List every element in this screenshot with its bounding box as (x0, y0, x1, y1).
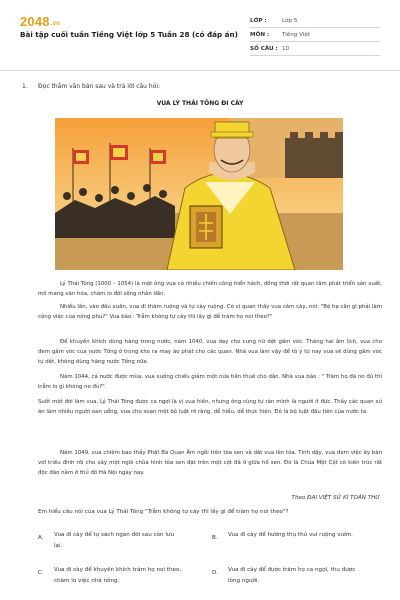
story-paragraph: Năm 1049, vua chiêm bao thấy Phật Bà Quan Âm ngồi trên tòa sen và dắt vua lên tòa. Tỉnh dậy, vua đem việc ấy bàn với triều đình rồi cho xây một ngôi chùa hình tòa sen đặt trên một cột đá ở giữa hồ sen. Đó là Chùa Một Cột có kiến trúc rất độc đáo nằm ở thủ đô Hà Nội ngày nay. (38, 450, 382, 476)
answer-option-a[interactable] (38, 530, 184, 552)
meta-key: SỐ CÂU : (250, 45, 278, 52)
attribution-source: ĐẠI VIỆT SỬ KÍ TOÀN THƯ (307, 495, 380, 501)
meta-table (250, 14, 380, 56)
option-letter: D. (212, 570, 219, 576)
story-paragraph: Để khuyến khích dùng hàng trong nước, năm 1040, vua dạy cho cung nữ dệt gấm vóc. Tháng hai âm lịch, vua cho đem gấm vóc của nước Tống ở trong kho ra may áo phát cho các quan. Nhà vua làm vậy để tỏ ý từ nay vua sẽ dùng gấm vóc tự dệt, không dùng hàng nước Tống nữa. (38, 339, 382, 365)
story-paragraph: Nhiều lần, vào đầu xuân, vua đi thăm ruộng và tự cày ruộng. Có vị quan thấy vua cầm cày, nói: "Bệ hạ cần gì phải làm công việc của nông phu?" Vua bảo : Trẫm không tự cày thì lấy gì để trăm họ noi theo?" (38, 304, 382, 320)
option-text: Vua đi cày để hướng thụ thú vui ruộng vườn. (228, 532, 353, 538)
answer-option-b[interactable] (212, 530, 358, 541)
document-title: Bài tập cuối tuần Tiếng Việt lớp 5 Tuần 28 (có đáp án) (20, 30, 238, 39)
option-text: Vua đi cày để tự sách ngàn đời sau còn lưu lại. (54, 532, 174, 549)
option-letter: A. (38, 535, 44, 541)
meta-value: Tiếng Việt (282, 31, 311, 38)
story-paragraph: Suốt một đời làm vua, Lý Thái Tông được ca ngợi là vị vua hiền, nhưng ông cũng tự răn mình là người ít đức. Thấy các quan xử án làm nhiều người oan uổng, vua cho soạn một bộ luật rõ ràng, dễ hiểu, dễ thực hiện. Đó là bộ luật đầu tiên của nước ta. (38, 399, 382, 415)
answer-option-c[interactable] (38, 565, 184, 587)
meta-row-subject (250, 28, 380, 42)
meta-row-class (250, 14, 380, 28)
story-paragraph: Năm 1044, cả nước được mùa, vua xuống chiếu giảm một nửa tiền thuế cho dân. Nhà vua bảo : " Trăm họ đã no đủ thì trẫm lo gì không no đủ?". (38, 374, 382, 390)
story-illustration (55, 118, 343, 270)
king-illustration-svg (55, 118, 343, 270)
meta-row-question-count (250, 42, 380, 56)
option-text: Vua đi cày để khuyến khích trăm họ noi theo, chăm lo việc nhà nông. (54, 567, 182, 584)
meta-value: Lớp 5 (282, 17, 298, 24)
header-divider (0, 70, 400, 71)
site-logo[interactable] (20, 14, 60, 29)
logo-number: 2048 (20, 14, 50, 29)
question-ask: Em hiểu câu nói của vua Lý Thái Tông "Trẫm không tự cày thì lấy gì để trăm họ noi theo"? (38, 509, 289, 515)
question-number: 1. (22, 83, 28, 90)
story-paragraph: Lý Thái Tông (1000 – 1054) là một ông vua có nhiều chiến công hiển hách, đồng thời rất quan tâm phát triển sản xuất, mở mang văn hóa, chăm lo đời sống nhân dân. (38, 281, 382, 297)
meta-value: 10 (282, 45, 290, 52)
option-letter: C. (38, 570, 44, 576)
attribution-prefix: Theo (291, 495, 306, 501)
story-title: VUA LÝ THÁI TÔNG ĐI CÀY (156, 100, 244, 107)
answer-option-d[interactable] (212, 565, 358, 587)
option-text: Vua đi cày để được trăm họ ca ngợi, thu được lòng người. (228, 567, 356, 584)
option-letter: B. (212, 535, 218, 541)
question-prompt: Đọc thầm văn bản sau và trả lời câu hỏi: (38, 83, 161, 90)
meta-key: LỚP : (250, 17, 267, 24)
meta-key: MÔN : (250, 31, 270, 38)
story-attribution (292, 495, 380, 501)
logo-domain: .vn (50, 21, 61, 27)
